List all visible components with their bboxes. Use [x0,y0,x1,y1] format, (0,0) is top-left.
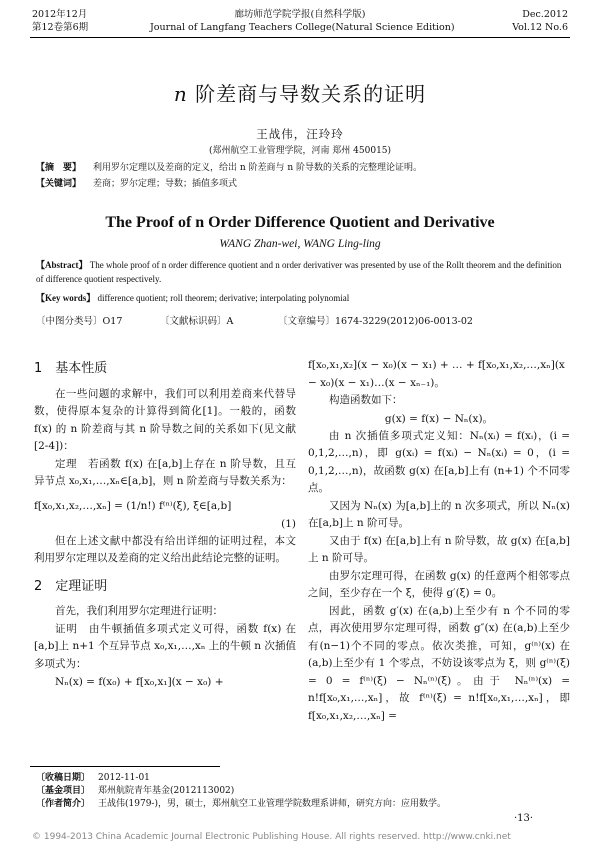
running-header-left [32,8,88,34]
authors: 王战伟，汪玲玲 [256,127,344,141]
classification-codes [0,313,600,329]
english-keywords [36,291,568,305]
left-column [34,360,296,691]
paragraph: 构造函数如下： [329,394,403,406]
right-column [308,356,570,725]
paragraph: 由罗尔定理可得，在函数 g(x) 的任意两个相邻零点之间，至少存在一个 ξ，使得 g′(ξ) = 0。 [308,569,570,599]
equation-1-body: f[x₀,x₁,x₂,…,xₙ] = (1/n!) f⁽ⁿ⁾(ξ), ξ∈[a,b] [34,499,232,512]
fund-label: 〔基金项目〕 [36,786,91,796]
footnote-author [36,798,446,811]
english-abstract-label: 【Abstract】 [36,260,88,270]
footnote-received [36,772,150,785]
equation-2-continued: f[x₀,x₁,x₂](x − x₀)(x − x₁) + … + f[x₀,x₁,x₂,…,xₙ](x − x₀)(x − x₁)…(x − xₙ₋₁)。 [308,359,565,389]
english-authors: WANG Zhan-wei, WANG Ling-ling [219,238,381,250]
english-keywords-label: 【Key words】 [36,293,96,303]
keywords-label: 【关键词】 [36,179,82,189]
paragraph: 又由于 f(x) 在[a,b]上有 n 阶导数，故 g(x) 在[a,b]上 n 阶可导。 [308,534,570,564]
running-header-center [150,8,455,34]
english-abstract-text: The whole proof of n order difference quotient and n order derivativer was presented by use of the Rollt theorem and the definition of difference quotient respectively. [36,260,562,284]
header-journal-en: Journal of Langfang Teachers College(Natural Science Edition) [150,22,455,33]
paragraph: 在一些问题的求解中，我们可以利用差商来代替导数，使得原本复杂的计算得到简化[1]。一般的，函数 f(x) 的 n 阶差商与其 n 阶导数之间的关系如下(见文献[2-4])： [34,387,296,452]
equation-2: Nₙ(x) = f(x₀) + f[x₀,x₁](x − x₀) + [55,676,224,688]
fund-text: 郑州航院青年基金(2012113002) [98,786,235,796]
paragraph: 证明 由牛顿插值多项式定义可得，函数 f(x) 在[a,b]上 n+1 个互异节点 x₀,x₁,…,xₙ 上的牛顿 n 次插值多项式为： [34,622,296,670]
affiliation: (郑州航空工业管理学院，河南 郑州 450015) [208,146,392,156]
article-number: 〔文章编号〕1674-3229(2012)06-0013-02 [278,316,473,327]
keywords [36,178,566,191]
section-2-title: 2 定理证明 [34,578,108,594]
title-text: 阶差商与导数关系的证明 [187,82,427,106]
equation-3: g(x) = f(x) − Nₙ(x)。 [384,412,494,425]
header-date: 2012年12月 [32,9,88,20]
paragraph: 首先，我们利用罗尔定理进行证明： [55,605,223,617]
header-date-en: Dec.2012 [522,9,568,20]
author-label: 〔作者简介〕 [36,799,91,809]
header-volume-en: Vol.12 No.6 [512,22,568,33]
english-keywords-text: difference quotient; roll theorem; derivative; interpolating polynomial [97,293,350,303]
paragraph: 又因为 Nₙ(x) 为[a,b]上的 n 次多项式，所以 Nₙ(x) 在[a,b]上 n 阶可导。 [308,499,570,529]
section-1-title: 1 基本性质 [34,361,108,376]
keywords-text: 差商；罗尔定理；导数；插值多项式 [93,179,238,189]
paragraph: 但在上述文献中都没有给出详细的证明过程，本文利用罗尔定理以及差商的定义给出此结论完整的证明。 [34,534,296,564]
equation-1-number: (1) [281,517,296,530]
page-number: ·13· [514,813,534,824]
footnote-fund [36,785,234,798]
paragraph: 因此，函数 g′(x) 在(a,b)上至少有 n 个不同的零点，再次使用罗尔定理可得，函数 g″(x) 在(a,b)上至少有(n−1)个不同的零点。依次类推，可知，g⁽ⁿ⁾(x) 在(a,b)上至少有 1 个零点，不妨设该零点为 ξ，则 g⁽ⁿ⁾(ξ) = 0 = f⁽ⁿ⁾(ξ) − Nₙ⁽ⁿ⁾(ξ)。由于 Nₙ⁽ⁿ⁾(x) = n!f[x₀,x₁,…,xₙ]，故 f⁽ⁿ⁾(ξ) = n!f[x₀,x₁,…,xₙ]，即 f[x₀,x₁,x₂,…,xₙ] = [308,604,570,722]
doc-code: 〔文献标识码〕A [160,316,234,327]
footnote-separator [30,766,220,767]
abstract-label: 【摘 要】 [36,163,82,173]
running-header-right [458,8,568,34]
clc-code: 〔中图分类号〕O17 [36,316,123,327]
header-volume: 第12卷第6期 [32,22,89,33]
english-abstract [36,258,568,286]
received-date: 2012-11-01 [98,773,150,783]
title-variable: n [173,82,188,106]
abstract-text: 利用罗尔定理以及差商的定义，给出 n 阶差商与 n 阶导数的关系的完整理论证明。 [93,163,423,173]
equation-1 [34,497,296,515]
english-title: The Proof of n Order Difference Quotient and Derivative [105,214,495,231]
abstract [36,162,566,175]
header-journal-cn: 廊坊师范学院学报(自然科学版) [234,9,366,20]
author-bio: 王战伟(1979-)，男，硕士，郑州航空工业管理学院数理系讲师，研究方向：应用数学。 [98,799,446,809]
paper-title [30,78,570,107]
header-rule [30,37,570,38]
paragraph: 定理 若函数 f(x) 在[a,b]上存在 n 阶导数，且互异节点 x₀,x₁,…,xₙ∈[a,b]，则 n 阶差商与导数关系为： [34,457,296,487]
received-label: 〔收稿日期〕 [36,773,91,783]
copyright-notice: © 1994-2013 China Academic Journal Electronic Publishing House. All rights reserved. http://www.cnki.net [32,832,511,842]
paragraph: 由 n 次插值多项式定义知：Nₙ(xᵢ) = f(xᵢ)，(i = 0,1,2,…,n)，即 g(xᵢ) = f(xᵢ) − Nₙ(xᵢ) = 0，(i = 0,1,2,…,n)，故函数 g(x) 在[a,b]上有 (n+1) 个不同零点。 [308,429,570,494]
